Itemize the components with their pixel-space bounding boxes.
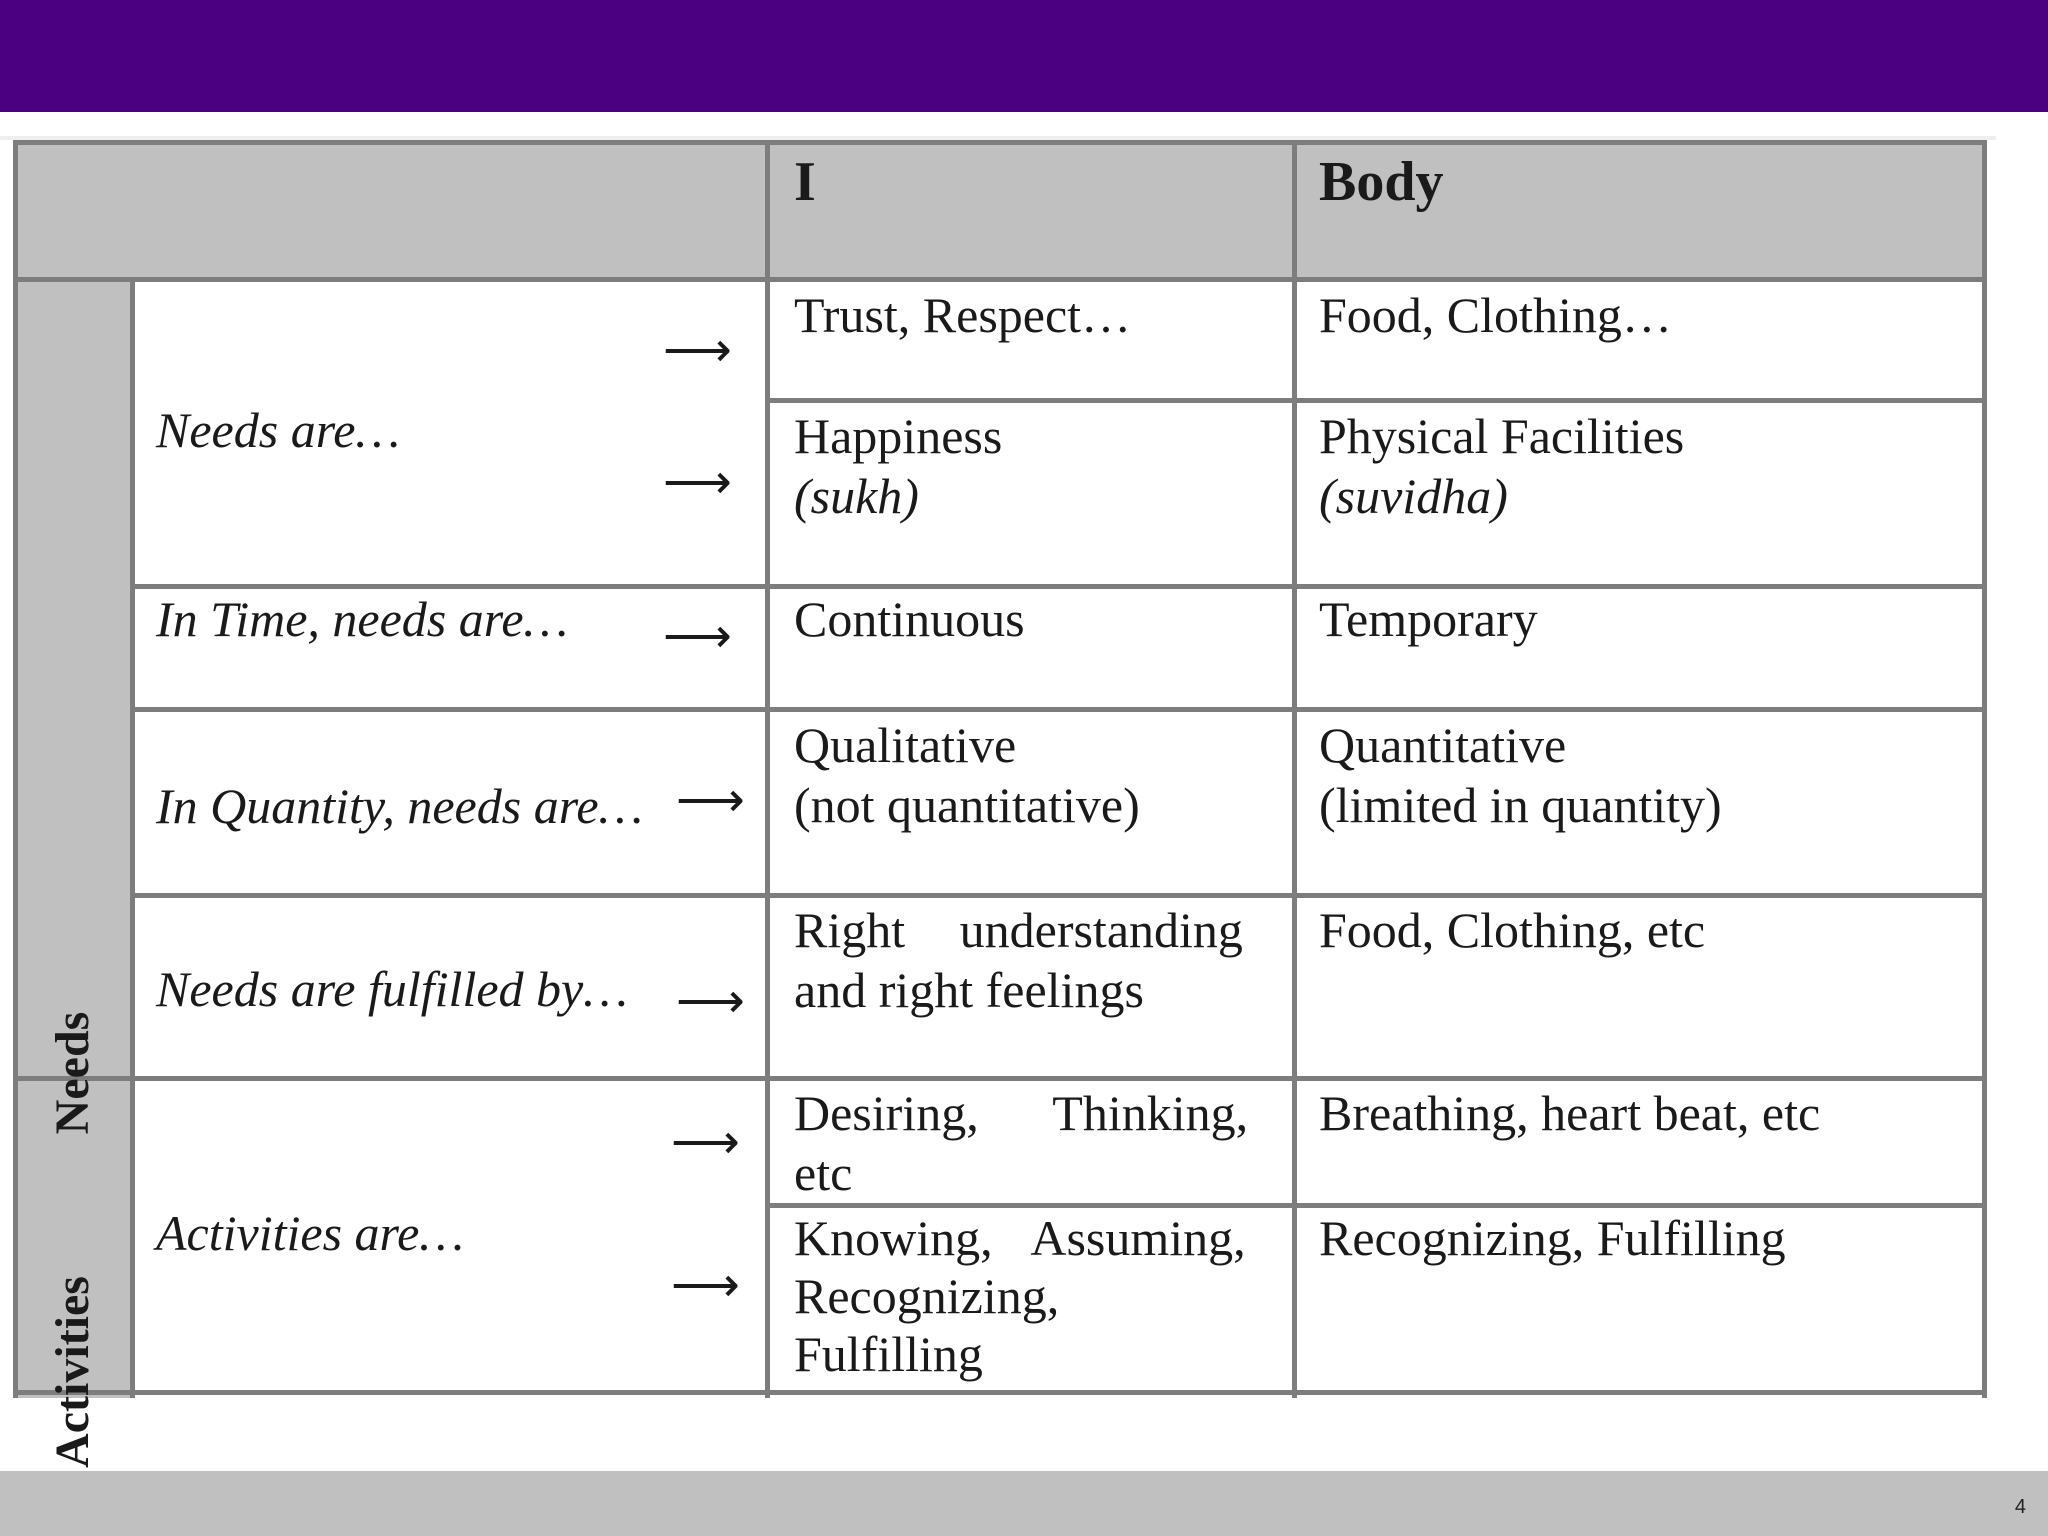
group-column-background — [13, 278, 133, 1398]
cell-i-row5-line1: Right understanding — [794, 902, 1243, 958]
grid-line — [133, 707, 1987, 712]
cell-i-row4-line1: Qualitative — [794, 717, 1017, 773]
cell-body-row7-line1: Recognizing, Fulfilling — [1319, 1210, 1786, 1266]
arrow-icon: ⟶ — [663, 608, 732, 664]
grid-line — [1982, 140, 1987, 1398]
cell-i-row7-line2: Recognizing, — [794, 1268, 1060, 1324]
cell-body-row5-line1: Food, Clothing, etc — [1319, 902, 1706, 958]
arrow-icon: ⟶ — [671, 1257, 740, 1313]
cell-i-row2-line2: (sukh) — [794, 468, 919, 524]
grid-line — [13, 140, 1987, 145]
cell-body-row6-line1: Breathing, heart beat, etc — [1319, 1085, 1821, 1141]
arrow-icon: ⟶ — [663, 322, 732, 378]
header-body: Body — [1319, 151, 1444, 213]
cell-i-row5-line2: and right feelings — [794, 962, 1144, 1018]
cell-body-row1-line1: Food, Clothing… — [1319, 287, 1672, 343]
row-label-activities-are: Activities are… — [156, 1205, 464, 1261]
row-label-in-quantity: In Quantity, needs are… — [156, 778, 643, 834]
grid-line — [133, 893, 1987, 898]
row-label-needs-are: Needs are… — [156, 402, 400, 458]
cell-i-row1-line1: Trust, Respect… — [794, 287, 1132, 343]
cell-i-row7-line1: Knowing, Assuming, — [794, 1210, 1246, 1266]
group-label-needs: Needs — [46, 1011, 99, 1135]
cell-body-row2-line1: Physical Facilities — [1319, 408, 1685, 464]
grid-line — [13, 1390, 1987, 1395]
cell-i-row4-line2: (not quantitative) — [794, 777, 1140, 833]
grid-line — [765, 140, 770, 1398]
page-number: 4 — [2014, 1496, 2026, 1518]
row-label-fulfilled-by: Needs are fulfilled by… — [156, 961, 628, 1017]
top-banner — [0, 0, 2048, 112]
grid-line — [13, 1076, 1987, 1081]
cell-body-row4-line1: Quantitative — [1319, 717, 1567, 773]
grid-line — [767, 398, 1987, 403]
arrow-icon: ⟶ — [663, 454, 732, 510]
cell-i-row7-line3: Fulfilling — [794, 1326, 983, 1382]
needs-comparison-table — [13, 140, 1987, 1468]
arrow-icon: ⟶ — [671, 1114, 740, 1170]
cell-i-row6-line2: etc — [794, 1145, 853, 1201]
bottom-banner — [0, 1471, 2048, 1536]
cell-i-row3-line1: Continuous — [794, 591, 1025, 647]
grid-line — [1292, 140, 1297, 1398]
cell-body-row4-line2: (limited in quantity) — [1319, 777, 1722, 833]
grid-line — [13, 277, 1987, 282]
header-i: I — [794, 151, 816, 213]
arrow-icon: ⟶ — [676, 973, 745, 1029]
cell-body-row2-line2: (suvidha) — [1319, 468, 1508, 524]
grid-line — [130, 277, 135, 1398]
header-row-background — [13, 140, 1987, 278]
row-label-in-time: In Time, needs are… — [156, 591, 568, 647]
cell-i-row6-line1: Desiring, Thinking, — [794, 1085, 1249, 1141]
cell-i-row2-line1: Happiness — [794, 408, 1003, 464]
grid-line — [13, 140, 18, 1398]
arrow-icon: ⟶ — [676, 772, 745, 828]
group-label-activities: Activities — [46, 1276, 99, 1468]
cell-body-row3-line1: Temporary — [1319, 591, 1538, 647]
